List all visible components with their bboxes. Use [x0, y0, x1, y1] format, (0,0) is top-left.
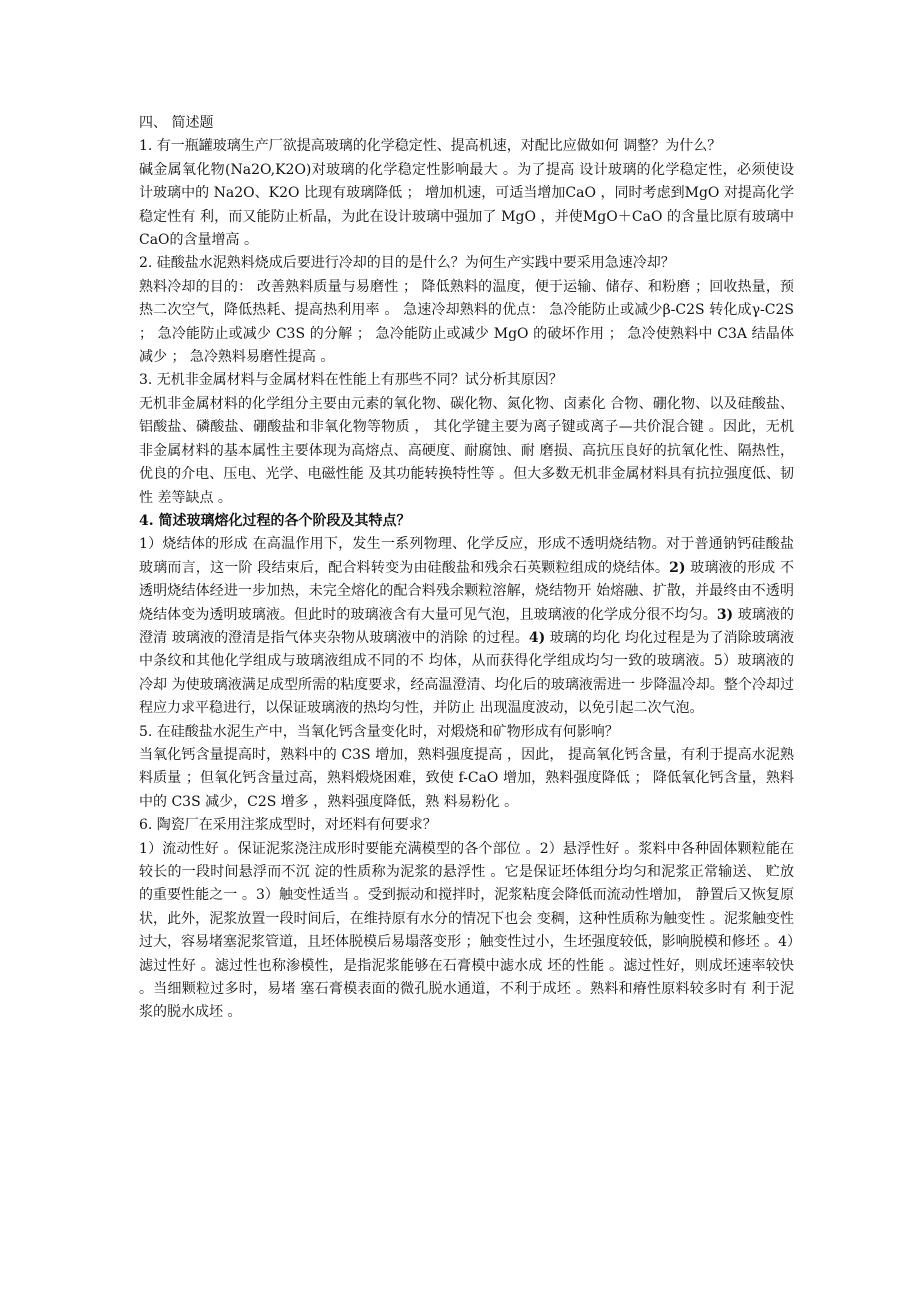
answer-4-part: 1）烧结体的形成 在高温作用下，发生一系列物理、化学反应，形成不透明烧结物。对于普通钠钙硅酸盐玻璃而言，这一阶 段结束后，配合料转变为由硅酸盐和残余石英颗粒组成的烧结体。 — [139, 536, 794, 576]
answer-4 — [139, 533, 794, 720]
answer-1: 碱金属氧化物(Na2O,K2O)对玻璃的化学稳定性影响最大 。为了提高 设计玻璃的化学稳定性，必须使设计玻璃中的 Na2O、K2O 比现有玻璃降低 ； 增加机速，可适当增加CaO ，同时考虑到MgO 对提高化学稳定性有 利，而又能防止析晶，为此在设计玻璃中强加了 MgO ，并使MgO＋CaO 的含量比原有玻璃中CaO的含量增高 。 — [139, 161, 794, 249]
answer-4-part: 玻璃液的澄清 玻璃液的澄清是指气体夹杂物从玻璃液中的消除 的过程。 — [139, 606, 795, 646]
answer-4-part: 2) — [669, 559, 686, 576]
answer-4-part: 玻璃的均化 均化过程是为了消除玻璃液中条纹和其他化学组成与玻璃液组成不同的不 均体，从而获得化学组成均匀一致的玻璃液。5）玻璃液的冷却 为使玻璃液满足成型所需的粘度要求，经高温澄清、均化后的玻璃液需进一 步降温冷却。整个冷却过程应力求平稳进行，以保证玻璃液的热均匀性，并防止 出现温度波动，以免引起二次气泡。 — [139, 629, 794, 717]
question-1: 1. 有一瓶罐玻璃生产厂欲提高玻璃的化学稳定性、提高机速，对配比应做如何 调整？为什么？ — [139, 138, 722, 155]
answer-3: 无机非金属材料的化学组分主要由元素的氧化物、碳化物、氮化物、卤素化 合物、硼化物、以及硅酸盐、铝酸盐、磷酸盐、硼酸盐和非氧化物等物质 ， 其化学键主要为离子键或离子—共价混合键 。因此，无机非金属材料的基本属性主要体现为高熔点、高硬度、耐腐蚀、耐 磨损、高抗压良好的抗氧化性、隔热性，优良的介电、压电、光学、电磁性能 及其功能转换特性等 。但大多数无机非金属材料具有抗拉强度低、韧性 差等缺点 。 — [139, 395, 794, 506]
question-3: 3. 无机非金属材料与金属材料在性能上有那些不同？试分析其原因？ — [139, 372, 563, 389]
answer-4-part: 玻璃液的形成 不透明烧结体经进一步加热，未完全熔化的配合料残余颗粒溶解，烧结物开 始熔融、扩散，并最终由不透明烧结体变为透明玻璃液。但此时的玻璃液含有大量可见气泡，且玻璃液的化学成分很不均匀。 — [139, 559, 794, 623]
question-6: 6. 陶瓷厂在采用注浆成型时，对坯料有何要求？ — [139, 817, 437, 834]
section-title: 四、 简述题 — [139, 115, 214, 131]
question-5: 5. 在硅酸盐水泥生产中，当氧化钙含量变化时，对煅烧和矿物形成有何影响？ — [139, 723, 619, 740]
answer-5: 当氧化钙含量提高时，熟料中的 C3S 增加，熟料强度提高 ，因此， 提高氧化钙含量，有利于提高水泥熟料质量 ；但氧化钙含量过高，熟料煅烧困难，致使 f-CaO 增加，熟料强度降低 ； 降低氧化钙含量，熟料中的 C3S 减少，C2S 增多 ，熟料强度降低，熟 料易粉化 。 — [139, 746, 794, 810]
answer-2: 熟料冷却的目的： 改善熟料质量与易磨性 ； 降低熟料的温度，便于运输、储存、和粉磨 ；回收热量，预热二次空气，降低热耗、提高热利用率 。 急速冷却熟料的优点： 急冷能防止或减少β-C2S 转化成γ-C2S ； 急冷能防止或减少 C3S 的分解 ； 急冷能防止或减少 MgO 的破坏作用 ； 急冷使熟料中 C3A 结晶体减少 ； 急冷熟料易磨性提高 。 — [139, 278, 794, 366]
question-4: 4. 简述玻璃熔化过程的各个阶段及其特点？ — [139, 512, 411, 529]
answer-4-part: 4) — [528, 629, 546, 646]
answer-6: 1）流动性好 。保证泥浆浇注成形时要能充满模型的各个部位 。2）悬浮性好 。浆料中各种固体颗粒能在较长的一段时间悬浮而不沉 淀的性质称为泥浆的悬浮性 。它是保证坯体组分均匀和泥浆正常输送、 贮放的重要性能之一 。3）触变性适当 。受到振动和搅拌时，泥浆粘度会降低而流动性增加， 静置后又恢复原状，此外，泥浆放置一段时间后，在维持原有水分的情况下也会 变稠，这种性质称为触变性 。泥浆触变性过大，容易堵塞泥浆管道，且坯体脱模后易塌落变形 ；触变性过小，生坯强度较低，影响脱模和修坯 。4）滤过性好 。滤过性也称渗模性，是指泥浆能够在石膏模中滤水成 坯的性能 。滤过性好，则成坯速率较快 。当细颗粒过多时，易堵 塞石膏模表面的微孔脱水通道，不利于成坯 。熟料和瘠性原料较多时有 利于泥浆的脱水成坯 。 — [139, 840, 794, 1021]
answer-4-part: 3) — [716, 606, 734, 623]
question-2: 2. 硅酸盐水泥熟料烧成后要进行冷却的目的是什么？为何生产实践中要采用急速冷却？ — [139, 255, 675, 272]
document-page — [139, 112, 794, 1025]
